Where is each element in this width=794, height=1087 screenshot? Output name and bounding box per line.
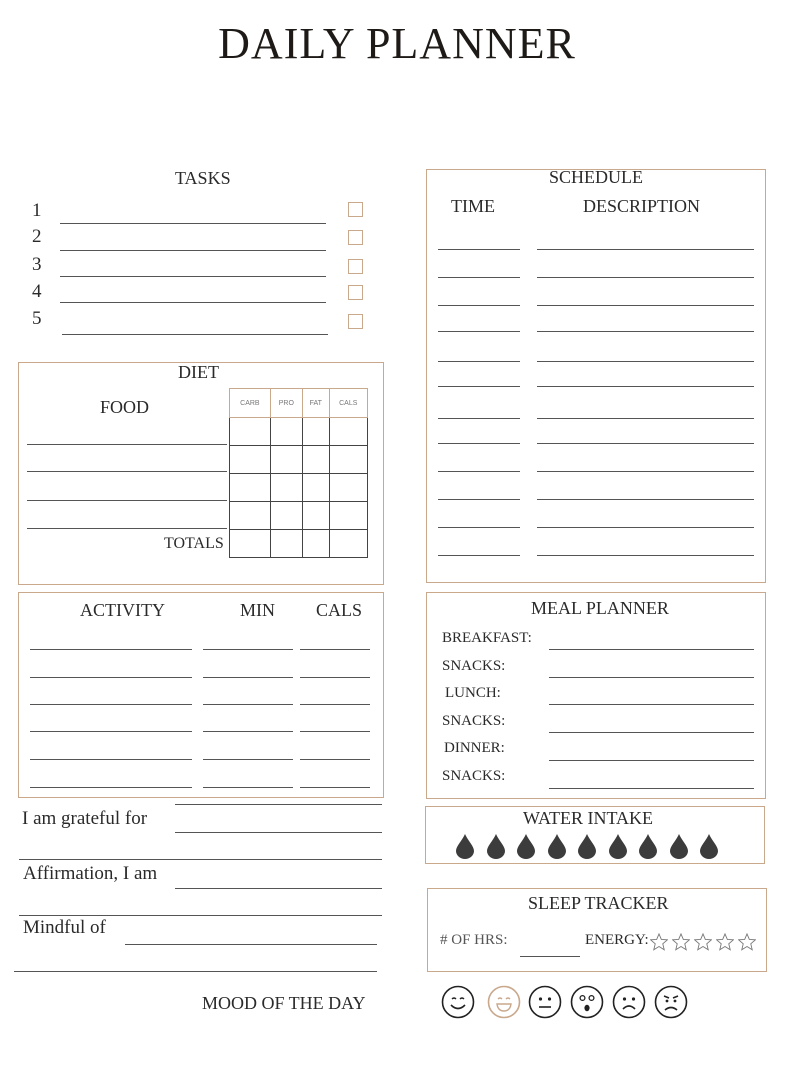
macro-cell[interactable] [329,530,367,558]
affirmation-line[interactable] [175,888,382,889]
meal-label-snacks: SNACKS: [442,768,506,784]
activity-cals-line[interactable] [300,731,370,732]
meal-label-lunch: LUNCH: [445,685,501,701]
task-number: 2 [32,226,42,247]
page-title: DAILY PLANNER [218,19,576,68]
macro-cell[interactable] [230,502,271,530]
tasks-heading: TASKS [175,168,231,188]
schedule-description-line[interactable] [537,555,754,556]
energy-star-icon[interactable] [672,933,690,951]
fat-header: FAT [302,389,329,418]
activity-line[interactable] [30,731,192,732]
macro-cell[interactable] [270,418,302,446]
schedule-description-line[interactable] [537,305,754,306]
macro-cell[interactable] [230,446,271,474]
pro-header: PRO [270,389,302,418]
task-line[interactable] [60,250,326,251]
water-intake-heading: WATER INTAKE [523,808,654,828]
water-drop-icon[interactable] [547,833,567,859]
macro-cell[interactable] [329,446,367,474]
schedule-heading: SCHEDULE [549,167,643,187]
schedule-description-line[interactable] [537,361,754,362]
schedule-time-line[interactable] [438,277,520,278]
meal-label-snacks: SNACKS: [442,658,506,674]
food-line[interactable] [27,528,227,529]
diet-heading: DIET [178,362,219,382]
activity-cals-line[interactable] [300,759,370,760]
macro-cell[interactable] [302,446,329,474]
angry-face-icon[interactable] [654,985,688,1019]
energy-star-icon[interactable] [650,933,668,951]
macro-cell[interactable] [270,502,302,530]
task-number: 4 [32,281,42,302]
mindful-line[interactable] [125,944,377,945]
activity-line[interactable] [30,787,192,788]
carb-header: CARB [230,389,271,418]
task-number: 5 [32,308,42,329]
schedule-time-line[interactable] [438,331,520,332]
energy-star-icon[interactable] [738,933,756,951]
macro-cell[interactable] [302,418,329,446]
schedule-description-line[interactable] [537,418,754,419]
sleep-tracker-heading: SLEEP TRACKER [528,893,669,913]
schedule-description-line[interactable] [537,499,754,500]
water-drop-icon[interactable] [577,833,597,859]
task-checkbox[interactable] [348,314,363,329]
schedule-box [426,169,766,583]
activity-line[interactable] [30,677,192,678]
macro-cell[interactable] [302,530,329,558]
grateful-label: I am grateful for [22,808,148,829]
task-number: 3 [32,254,42,275]
energy-star-icon[interactable] [716,933,734,951]
macro-cell[interactable] [302,502,329,530]
schedule-time-line[interactable] [438,471,520,472]
meal-line[interactable] [549,788,754,789]
schedule-description-line[interactable] [537,527,754,528]
schedule-description-line[interactable] [537,331,754,332]
totals-label: TOTALS [164,535,224,552]
meal-line[interactable] [549,732,754,733]
task-line[interactable] [62,334,328,335]
schedule-time-line[interactable] [438,499,520,500]
activity-min-line[interactable] [203,731,293,732]
description-column-label: DESCRIPTION [583,196,701,216]
meal-label-breakfast: BREAKFAST: [442,630,532,646]
macro-cell[interactable] [270,530,302,558]
schedule-description-line[interactable] [537,386,754,387]
time-column-label: TIME [451,196,495,216]
macro-cell[interactable] [270,474,302,502]
schedule-description-line[interactable] [537,249,754,250]
schedule-time-line[interactable] [438,361,520,362]
schedule-time-line[interactable] [438,418,520,419]
task-checkbox[interactable] [348,202,363,217]
activity-cals-line[interactable] [300,649,370,650]
task-checkbox[interactable] [348,230,363,245]
energy-star-icon[interactable] [694,933,712,951]
macro-cell[interactable] [230,474,271,502]
meal-line[interactable] [549,649,754,650]
energy-label: ENERGY: [585,932,649,948]
min-label: MIN [240,600,275,620]
macro-table [229,388,368,558]
activity-min-line[interactable] [203,787,293,788]
meal-label-snacks: SNACKS: [442,713,506,729]
activity-label: ACTIVITY [80,600,165,620]
mindful-line[interactable] [14,971,377,972]
sad-face-icon[interactable] [612,985,646,1019]
schedule-description-line[interactable] [537,471,754,472]
grin-face-icon[interactable] [487,985,521,1019]
surprised-face-icon[interactable] [570,985,604,1019]
affirmation-line[interactable] [19,915,382,916]
schedule-time-line[interactable] [438,249,520,250]
hours-label: # OF HRS: [440,932,508,948]
task-line[interactable] [60,302,326,303]
schedule-time-line[interactable] [438,443,520,444]
neutral-face-icon[interactable] [528,985,562,1019]
activity-line[interactable] [30,649,192,650]
schedule-time-line[interactable] [438,305,520,306]
macro-cell[interactable] [329,418,367,446]
smile-face-icon[interactable] [441,985,475,1019]
grateful-line[interactable] [175,832,382,833]
schedule-description-line[interactable] [537,277,754,278]
food-line[interactable] [27,471,227,472]
mood-label: MOOD OF THE DAY [202,993,366,1013]
activity-cals-line[interactable] [300,677,370,678]
meal-planner-heading: MEAL PLANNER [531,598,669,618]
task-checkbox[interactable] [348,259,363,274]
task-number: 1 [32,200,42,221]
task-line[interactable] [60,223,326,224]
hours-line[interactable] [520,956,580,957]
water-drop-icon[interactable] [638,833,658,859]
affirmation-label: Affirmation, I am [23,863,158,884]
grateful-line[interactable] [175,804,382,805]
activity-line[interactable] [30,704,192,705]
meal-line[interactable] [549,704,754,705]
schedule-description-line[interactable] [537,443,754,444]
food-line[interactable] [27,444,227,445]
macro-cell[interactable] [329,474,367,502]
water-drop-icon[interactable] [455,833,475,859]
cals-label: CALS [316,600,363,620]
water-drop-icon[interactable] [699,833,719,859]
mindful-label: Mindful of [23,917,106,938]
food-label: FOOD [100,397,150,417]
cals-header: CALS [329,389,367,418]
activity-min-line[interactable] [203,759,293,760]
macro-cell[interactable] [230,418,271,446]
macro-cell[interactable] [270,446,302,474]
schedule-time-line[interactable] [438,555,520,556]
activity-cals-line[interactable] [300,704,370,705]
activity-min-line[interactable] [203,677,293,678]
activity-line[interactable] [30,759,192,760]
water-drop-icon[interactable] [608,833,628,859]
schedule-time-line[interactable] [438,527,520,528]
macro-cell[interactable] [329,502,367,530]
activity-box [18,592,384,798]
meal-line[interactable] [549,760,754,761]
task-checkbox[interactable] [348,285,363,300]
macro-cell[interactable] [302,474,329,502]
water-drop-icon[interactable] [486,833,506,859]
activity-min-line[interactable] [203,704,293,705]
meal-line[interactable] [549,677,754,678]
meal-label-dinner: DINNER: [444,740,505,756]
activity-min-line[interactable] [203,649,293,650]
water-drop-icon[interactable] [516,833,536,859]
task-line[interactable] [60,276,326,277]
water-drop-icon[interactable] [669,833,689,859]
schedule-time-line[interactable] [438,386,520,387]
grateful-line[interactable] [19,859,382,860]
activity-cals-line[interactable] [300,787,370,788]
food-line[interactable] [27,500,227,501]
macro-cell[interactable] [230,530,271,558]
